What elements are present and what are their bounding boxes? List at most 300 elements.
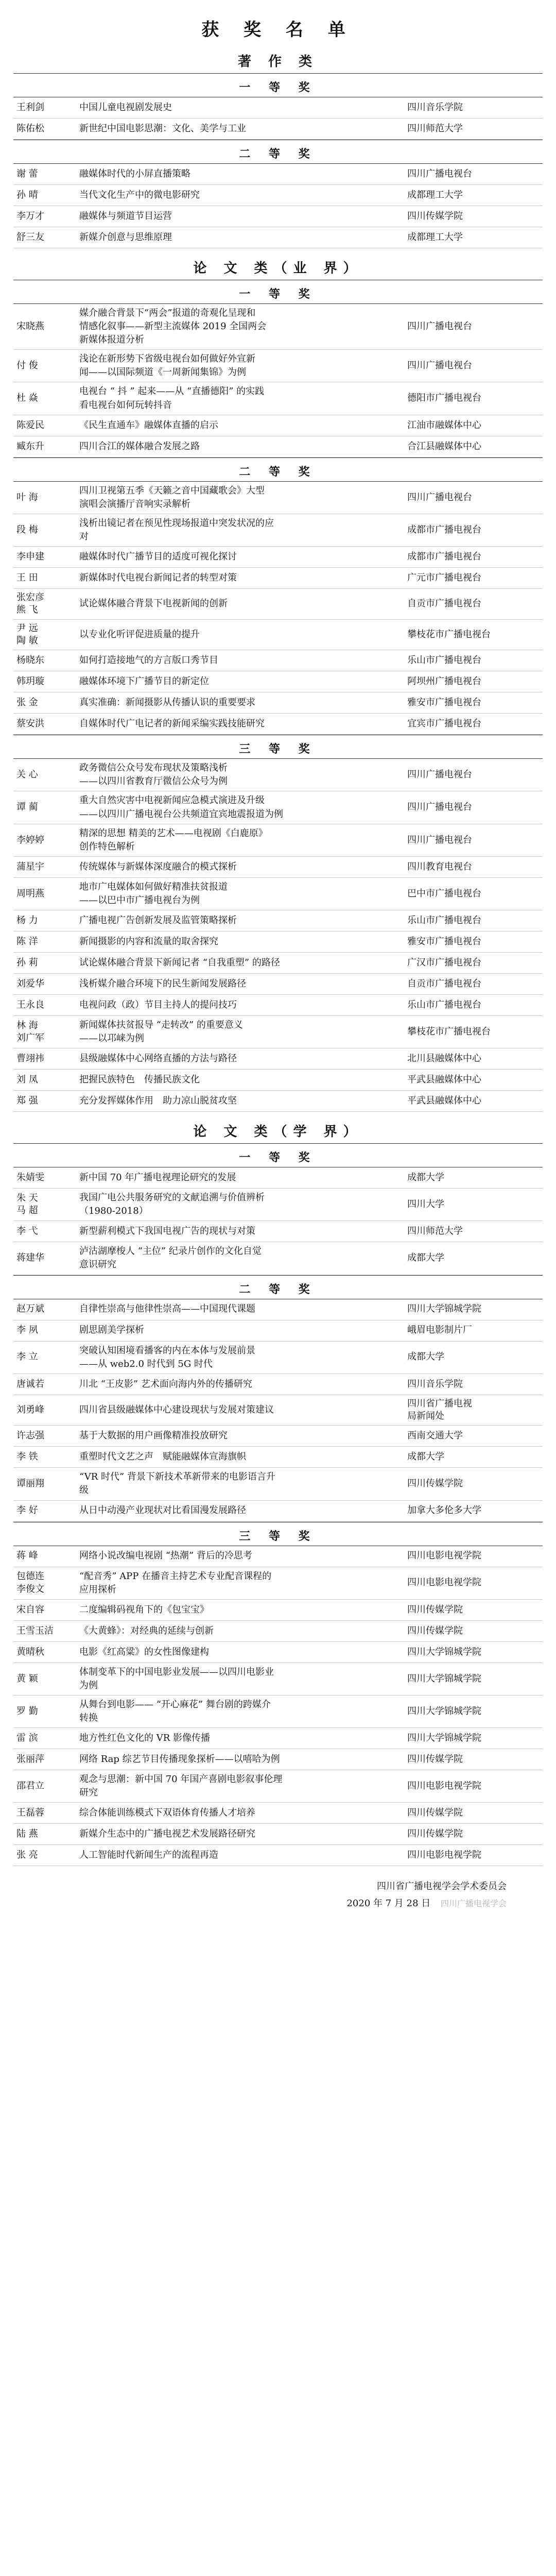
organization-name: 雅安市广播电视台 — [407, 936, 481, 947]
work-title-line: 四川合江的媒体融合发展之路 — [79, 440, 200, 452]
author-name: 蒲星宇 — [16, 861, 44, 872]
author-name: 李 铁 — [16, 1451, 38, 1463]
award-entry — [13, 620, 543, 651]
work-title-line: 创作特色解析 — [79, 841, 135, 852]
award-entry — [13, 1600, 543, 1621]
author-name: 林 海 刘广军 — [16, 1020, 44, 1044]
prize-level-title: 一 等 奖 — [239, 81, 317, 94]
award-entry — [13, 1546, 543, 1567]
work-title — [79, 675, 402, 688]
author-name: 张 金 — [16, 697, 38, 708]
author-name: 关 心 — [16, 769, 38, 781]
award-entry — [13, 671, 543, 692]
work-title-line: 地方性红色文化的 VR 影像传播 — [79, 1733, 210, 1744]
organization-name: 雅安市广播电视台 — [407, 697, 481, 708]
work-title-line: “配音秀” APP 在播音主持艺术专业配音课程的 — [79, 1570, 272, 1582]
organization-name: 四川教育电视台 — [407, 861, 472, 872]
author-name: 韩玥璇 — [16, 676, 44, 687]
award-entry — [13, 1342, 543, 1374]
award-entry — [13, 1189, 543, 1221]
work-title-line: 传统媒体与新媒体深度融合的模式探析 — [79, 861, 237, 872]
work-title-line: 浅析出镜记者在预见性现场报道中突发状况的应 — [79, 517, 274, 529]
work-title — [79, 696, 402, 709]
work-title — [79, 1429, 402, 1443]
work-title-line: 新媒介创意与思维原理 — [79, 231, 172, 243]
author-name: 段 梅 — [16, 524, 38, 535]
work-title — [79, 1171, 402, 1184]
author-name: 陈佑松 — [16, 123, 44, 134]
organization-name: 四川传媒学院 — [407, 1807, 463, 1819]
organization-name: 四川广播电视台 — [407, 320, 472, 332]
work-title-line: 浅析媒介融合环境下的民生新闻发展路径 — [79, 978, 246, 989]
work-title — [79, 517, 402, 544]
work-title — [79, 1570, 402, 1597]
organization-name: 平武县融媒体中心 — [407, 1095, 481, 1106]
work-title-line: 新闻媒体扶贫报导 “走转改” 的重要意义 — [79, 1019, 243, 1030]
work-title-line: 重塑时代文艺之声 赋能融媒体宣海旗帜 — [79, 1451, 246, 1463]
work-title — [79, 1324, 402, 1337]
author-name: 蔡安洪 — [16, 718, 44, 730]
author-name: 李 夙 — [16, 1325, 38, 1336]
author-name: 张丽萍 — [16, 1753, 44, 1765]
work-title-line: 新世纪中国电影思潮：文化、美学与工业 — [79, 123, 246, 134]
work-title-line: 二度编辑码视角下的《包宝宝》 — [79, 1604, 209, 1615]
work-title — [79, 1378, 402, 1391]
work-title-line: 我国广电公共服务研究的文献追溯与价值辨析 — [79, 1192, 265, 1204]
author-name: 陈爱民 — [16, 419, 44, 431]
work-title-line: 自媒体时代广电记者的新闻采编实践技能研究 — [79, 718, 265, 730]
award-entry — [13, 185, 543, 206]
award-entry — [13, 1567, 543, 1600]
author-name: 李 弋 — [16, 1226, 38, 1237]
organization-name: 成都市广播电视台 — [407, 551, 481, 562]
work-title — [79, 860, 402, 874]
award-entry — [13, 514, 543, 547]
work-title-line: 观念与思潮：新中国 70 年国产喜剧电影叙事伦理 — [79, 1774, 283, 1785]
author-name: 张 亮 — [16, 1850, 38, 1861]
author-name: 叶 海 — [16, 492, 38, 503]
organization-name: 乐山市广播电视台 — [407, 914, 481, 926]
work-title-line: 为例 — [79, 1680, 98, 1691]
prize-level-title: 三 等 奖 — [239, 742, 317, 756]
author-name: 谢 蕾 — [16, 168, 38, 179]
work-title — [79, 210, 402, 223]
author-name: 刘勇峰 — [16, 1404, 44, 1415]
category-title: 论 文 类（业 界） — [193, 261, 363, 276]
organization-name: 四川传媒学院 — [407, 1625, 463, 1636]
award-entry — [13, 974, 543, 995]
work-title — [79, 1549, 402, 1563]
work-title-line: 网络小说改编电视剧 “热潮” 背后的冷思考 — [79, 1550, 252, 1562]
page-title: 获 奖 名 单 — [201, 20, 355, 40]
author-name: 雷 滨 — [16, 1732, 38, 1743]
award-entry — [13, 1447, 543, 1468]
author-name: 舒三友 — [16, 231, 44, 243]
organization-name: 四川大学锦城学院 — [407, 1646, 481, 1657]
organization-name: 四川大学锦城学院 — [407, 1705, 481, 1717]
organization-name: 四川师范大学 — [407, 1226, 463, 1237]
author-name: 李申建 — [16, 551, 44, 562]
award-entry — [13, 1048, 543, 1070]
work-title — [79, 1450, 402, 1464]
work-title — [79, 977, 402, 991]
author-name: 刘爱华 — [16, 978, 44, 989]
work-title-line: 意识研究 — [79, 1259, 116, 1270]
author-name: 张宏彦 熊 飞 — [16, 592, 44, 616]
work-title-line: 对 — [79, 531, 89, 542]
work-title — [79, 1245, 402, 1272]
organization-name: 四川省广播电视 局新闻处 — [407, 1398, 472, 1422]
award-entry — [13, 1221, 543, 1242]
work-title-line: ——以巴中市广播电视台为例 — [79, 894, 200, 906]
author-name: 王 田 — [16, 572, 38, 583]
award-entry — [13, 1395, 543, 1426]
work-title-line: ——以邛崃为例 — [79, 1033, 144, 1044]
organization-name: 成都理工大学 — [407, 189, 463, 200]
organization-name: 四川广播电视台 — [407, 360, 472, 371]
organization-name: 加拿大多伦多大学 — [407, 1505, 481, 1516]
work-title-line: 看电视台如何玩转抖音 — [79, 399, 172, 411]
work-title — [79, 1504, 402, 1517]
author-name: 杜 焱 — [16, 393, 38, 404]
author-name: 蒋 峰 — [16, 1550, 38, 1562]
work-title — [79, 307, 402, 347]
award-entry — [13, 382, 543, 415]
footer-date-line — [13, 1895, 507, 1912]
award-entry — [13, 1167, 543, 1189]
organization-name: 四川广播电视台 — [407, 168, 472, 179]
award-entry — [13, 1016, 543, 1048]
organization-name: 四川传媒学院 — [407, 210, 463, 222]
organization-name: 自贡市广播电视台 — [407, 978, 481, 989]
author-name: 李婷婷 — [16, 834, 44, 845]
work-title — [79, 628, 402, 641]
author-name: 谭丽翔 — [16, 1478, 44, 1489]
author-name: 李 立 — [16, 1351, 38, 1363]
work-title — [79, 1225, 402, 1238]
work-title — [79, 1698, 402, 1725]
award-entry — [13, 953, 543, 974]
work-title-line: 四川省县级融媒体中心建设现状与发展对策建议 — [79, 1404, 274, 1415]
work-title-line: 从舞台到电影—— “开心麻花” 舞台剧的跨媒介 — [79, 1699, 271, 1710]
award-entry — [13, 791, 543, 824]
award-entry — [13, 589, 543, 620]
organization-name: 四川传媒学院 — [407, 1478, 463, 1489]
award-entry — [13, 1696, 543, 1728]
organization-name: 四川大学锦城学院 — [407, 1303, 481, 1315]
award-entry — [13, 1070, 543, 1091]
award-entry — [13, 650, 543, 671]
work-title — [79, 1773, 402, 1800]
organization-name: 乐山市广播电视台 — [407, 655, 481, 666]
work-title-line: 如何打造接地气的方言版口秀节目 — [79, 655, 218, 666]
work-title — [79, 1073, 402, 1087]
work-title — [79, 1019, 402, 1045]
work-title — [79, 935, 402, 948]
award-entry — [13, 1749, 543, 1770]
author-name: 陈 洋 — [16, 936, 38, 947]
work-title-line: 自律性崇高与他律性崇高——中国现代课题 — [79, 1303, 255, 1315]
work-title-line: 应用探析 — [79, 1584, 116, 1595]
work-title — [79, 1666, 402, 1692]
work-title-line: 人工智能时代新闻生产的流程再造 — [79, 1850, 218, 1861]
award-entry — [13, 436, 543, 457]
work-title — [79, 352, 402, 379]
organization-name: 江油市融媒体中心 — [407, 419, 481, 431]
work-title-line: 县级融媒体中心网络直播的方法与路径 — [79, 1053, 237, 1064]
author-name: 赵万斌 — [16, 1303, 44, 1315]
work-title-line: 融媒体时代广播节目的适度可视化探讨 — [79, 551, 237, 562]
organization-name: 四川广播电视台 — [407, 802, 472, 813]
work-title — [79, 550, 402, 564]
work-title — [79, 1344, 402, 1371]
organization-name: 西南交通大学 — [407, 1430, 463, 1442]
award-entry — [13, 206, 543, 227]
footer-organization: 四川省广播电视学会学术委员会 — [377, 1881, 507, 1892]
work-title — [79, 231, 402, 244]
organization-name: 攀枝花市广播电视台 — [407, 1026, 491, 1037]
work-title — [79, 419, 402, 432]
award-entry — [13, 1728, 543, 1749]
watermark-text: 四川广播电视学会 — [440, 1898, 507, 1908]
work-title — [79, 1603, 402, 1617]
work-title-line: ——以四川广播电视台公共频道宜宾地震报道为例 — [79, 808, 283, 820]
award-entry — [13, 1320, 543, 1342]
organization-name: 四川大学 — [407, 1199, 444, 1210]
category-title: 论 文 类（学 界） — [193, 1124, 363, 1140]
author-name: 陆 燕 — [16, 1828, 38, 1840]
work-title — [79, 122, 402, 135]
work-title-line: 充分发挥媒体作用 助力凉山脱贫攻坚 — [79, 1095, 237, 1107]
work-title-line: 闻——以国际频道《一周新闻集锦》为例 — [79, 367, 246, 378]
work-title — [79, 484, 402, 511]
work-title — [79, 1646, 402, 1659]
author-name: 郑 强 — [16, 1095, 38, 1106]
work-title — [79, 1753, 402, 1766]
author-name: 谭 蔺 — [16, 802, 38, 813]
work-title-line: 四川卫视第五季《天籁之音中国藏歌会》大型 — [79, 485, 265, 496]
award-entry — [13, 692, 543, 714]
work-title — [79, 1849, 402, 1862]
author-name: 唐诚若 — [16, 1378, 44, 1389]
author-name: 刘 凤 — [16, 1074, 38, 1085]
award-entry — [13, 878, 543, 910]
author-name: 王利剑 — [16, 101, 44, 113]
section-divider — [13, 1143, 543, 1144]
work-title-line: 新媒体报道分析 — [79, 334, 144, 346]
award-entry — [13, 1091, 543, 1112]
award-entry — [13, 1374, 543, 1395]
work-title-line: 体制变革下的中国电影业发展——以四川电影业 — [79, 1666, 274, 1677]
award-entry — [13, 415, 543, 436]
author-name: 包德连 李俊文 — [16, 1571, 44, 1595]
author-name: 黄 颖 — [16, 1673, 38, 1684]
author-name: 罗 勤 — [16, 1705, 38, 1717]
author-name: 蒋建华 — [16, 1252, 44, 1264]
work-title-line: 试论媒体融合背景下电视新闻的创新 — [79, 598, 228, 609]
award-entry — [13, 1242, 543, 1275]
work-title-line: 新中国 70 年广播电视理论研究的发展 — [79, 1172, 236, 1183]
work-title — [79, 1094, 402, 1108]
work-title — [79, 1732, 402, 1745]
author-name: 李 好 — [16, 1505, 38, 1516]
work-title-line: 研究 — [79, 1787, 98, 1799]
award-entry — [13, 350, 543, 382]
work-title-line: 中国儿童电视剧发展史 — [79, 101, 172, 113]
organization-name: 成都大学 — [407, 1351, 444, 1363]
award-entry — [13, 931, 543, 953]
work-title-line: “VR 时代” 背景下新技术革新带来的电影语言升 — [79, 1471, 275, 1483]
work-title — [79, 1403, 402, 1417]
author-name: 邵君立 — [16, 1781, 44, 1791]
category-title: 著 作 类 — [237, 54, 319, 70]
organization-name: 四川师范大学 — [407, 123, 463, 134]
organization-name: 成都大学 — [407, 1252, 444, 1264]
organization-name: 四川传媒学院 — [407, 1828, 463, 1840]
award-content — [13, 51, 543, 1866]
award-entry — [13, 164, 543, 185]
work-title-line: 网络 Rap 综艺节目传播现象探析——以嘻哈为例 — [79, 1754, 280, 1765]
work-title-line: 把握民族特色 传播民族文化 — [79, 1074, 200, 1086]
author-name: 王磊蓉 — [16, 1807, 44, 1819]
work-title-line: 精深的思想 精美的艺术——电视剧《白鹿原》 — [79, 827, 268, 839]
work-title-line: 电影《红高粱》的女性图像建构 — [79, 1646, 209, 1657]
work-title-line: 真实准确：新闻摄影从传播认识的重要要求 — [79, 697, 255, 708]
work-title-line: 基于大数据的用户画像精准投放研究 — [79, 1430, 228, 1442]
work-title-line: 浅论在新形势下省级电视台如何做好外宣新 — [79, 353, 255, 365]
organization-name: 成都理工大学 — [407, 231, 463, 243]
award-entry — [13, 1845, 543, 1866]
work-title — [79, 1191, 402, 1218]
prize-level-title: 二 等 奖 — [239, 1282, 317, 1296]
organization-name: 四川广播电视台 — [407, 769, 472, 781]
prize-level-title: 二 等 奖 — [239, 147, 317, 161]
work-title — [79, 1624, 402, 1638]
work-title — [79, 1827, 402, 1841]
organization-name: 德阳市广播电视台 — [407, 393, 481, 404]
award-entry — [13, 1501, 543, 1522]
work-title-line: 试论媒体融合背景下新闻记者 “自我重塑” 的路径 — [79, 957, 280, 968]
work-title-line: 新型薪利模式下我国电视广告的现状与对策 — [79, 1226, 255, 1237]
award-entry — [13, 1426, 543, 1447]
section-divider — [13, 73, 543, 74]
organization-name: 宜宾市广播电视台 — [407, 718, 481, 730]
work-title-line: 融媒体与频道节目运营 — [79, 210, 172, 222]
work-title-line: 融媒体时代的小屏直播策略 — [79, 168, 190, 179]
section-divider — [13, 1275, 543, 1276]
work-title — [79, 794, 402, 821]
author-name: 尹 远 陶 敏 — [16, 622, 38, 646]
award-entry — [13, 547, 543, 568]
organization-name: 阿坝州广播电视台 — [407, 676, 481, 687]
work-title-line: 情感化叙事——新型主流媒体 2019 全国两会 — [79, 321, 267, 332]
prize-level-title: 三 等 奖 — [239, 1529, 317, 1543]
organization-name: 北川县融媒体中心 — [407, 1053, 481, 1064]
organization-name: 四川大学锦城学院 — [407, 1673, 481, 1684]
work-title-line: 演唱会演播厅音响实录解析 — [79, 498, 190, 510]
organization-name: 峨眉电影制片厂 — [407, 1325, 472, 1336]
work-title — [79, 880, 402, 907]
author-name: 宋自容 — [16, 1604, 44, 1615]
organization-name: 四川电影电视学院 — [407, 1577, 481, 1588]
work-title-line: 新闻摄影的内容和流量的取舍探究 — [79, 936, 218, 947]
organization-name: 平武县融媒体中心 — [407, 1074, 481, 1085]
work-title — [79, 440, 402, 453]
organization-name: 广汉市广播电视台 — [407, 957, 481, 968]
author-name: 杨 力 — [16, 914, 38, 926]
award-entry — [13, 304, 543, 350]
organization-name: 四川广播电视台 — [407, 834, 472, 845]
work-title-line: 川北 “王皮影” 艺术面向海内外的传播研究 — [79, 1378, 252, 1389]
organization-name: 合江县融媒体中心 — [407, 440, 481, 452]
work-title-line: 剧思剧美学探析 — [79, 1325, 144, 1336]
work-title — [79, 167, 402, 181]
work-title — [79, 1302, 402, 1316]
award-entry — [13, 824, 543, 857]
author-name: 王雪玉洁 — [16, 1625, 54, 1636]
author-name: 付 俊 — [16, 360, 38, 371]
work-title — [79, 101, 402, 114]
award-entry — [13, 1824, 543, 1845]
award-entry — [13, 1663, 543, 1696]
author-name: 宋晓燕 — [16, 320, 44, 332]
organization-name: 自贡市广播电视台 — [407, 598, 481, 609]
organization-name: 四川音乐学院 — [407, 101, 463, 113]
work-title — [79, 761, 402, 788]
work-title — [79, 1470, 402, 1497]
award-entry — [13, 857, 543, 878]
prize-level-title: 一 等 奖 — [239, 287, 317, 301]
organization-name: 四川传媒学院 — [407, 1604, 463, 1615]
work-title-line: 综合体能训练模式下双语体育传播人才培养 — [79, 1807, 255, 1819]
organization-name: 四川音乐学院 — [407, 1378, 463, 1389]
work-title — [79, 385, 402, 412]
work-title-line: 电视问政（政）节目主持人的提问技巧 — [79, 999, 237, 1010]
work-title — [79, 998, 402, 1012]
award-entry — [13, 118, 543, 140]
work-title — [79, 956, 402, 970]
work-title — [79, 597, 402, 611]
work-title-line: 融媒体环境下广播节目的新定位 — [79, 676, 209, 687]
work-title-line: 新媒体时代电视台新闻记者的转型对策 — [79, 572, 237, 583]
work-title-line: 从日中动漫产业现状对比看国漫发展路径 — [79, 1505, 246, 1516]
work-title-line: 电视台 “ 抖 ” 起来——从 “直播德阳” 的实践 — [79, 386, 265, 397]
award-entry — [13, 568, 543, 589]
author-name: 朱 天 马 超 — [16, 1192, 38, 1216]
author-name: 孙 莉 — [16, 957, 38, 968]
work-title-line: 突破认知困境看播客的内在本体与发展前景 — [79, 1345, 255, 1356]
author-name: 孙 晴 — [16, 189, 38, 200]
author-name: 朱婧雯 — [16, 1172, 44, 1183]
award-entry — [13, 1468, 543, 1500]
award-entry — [13, 482, 543, 514]
work-title — [79, 1052, 402, 1065]
work-title-line: 媒介融合背景下“两会”报道的奇观化呈现和 — [79, 308, 256, 318]
work-title — [79, 654, 402, 667]
author-name: 黄晴秋 — [16, 1646, 44, 1657]
organization-name: 成都大学 — [407, 1172, 444, 1183]
author-name: 杨晓东 — [16, 655, 44, 666]
work-title-line: 广播电视广告创新发展及监管策略探析 — [79, 914, 237, 926]
award-entry — [13, 759, 543, 791]
work-title — [79, 827, 402, 854]
author-name: 周明燕 — [16, 888, 44, 899]
award-entry — [13, 1621, 543, 1642]
work-title-line: （1980-2018） — [79, 1206, 148, 1217]
organization-name: 四川电影电视学院 — [407, 1850, 481, 1861]
award-entry — [13, 1299, 543, 1320]
award-entry — [13, 1642, 543, 1663]
